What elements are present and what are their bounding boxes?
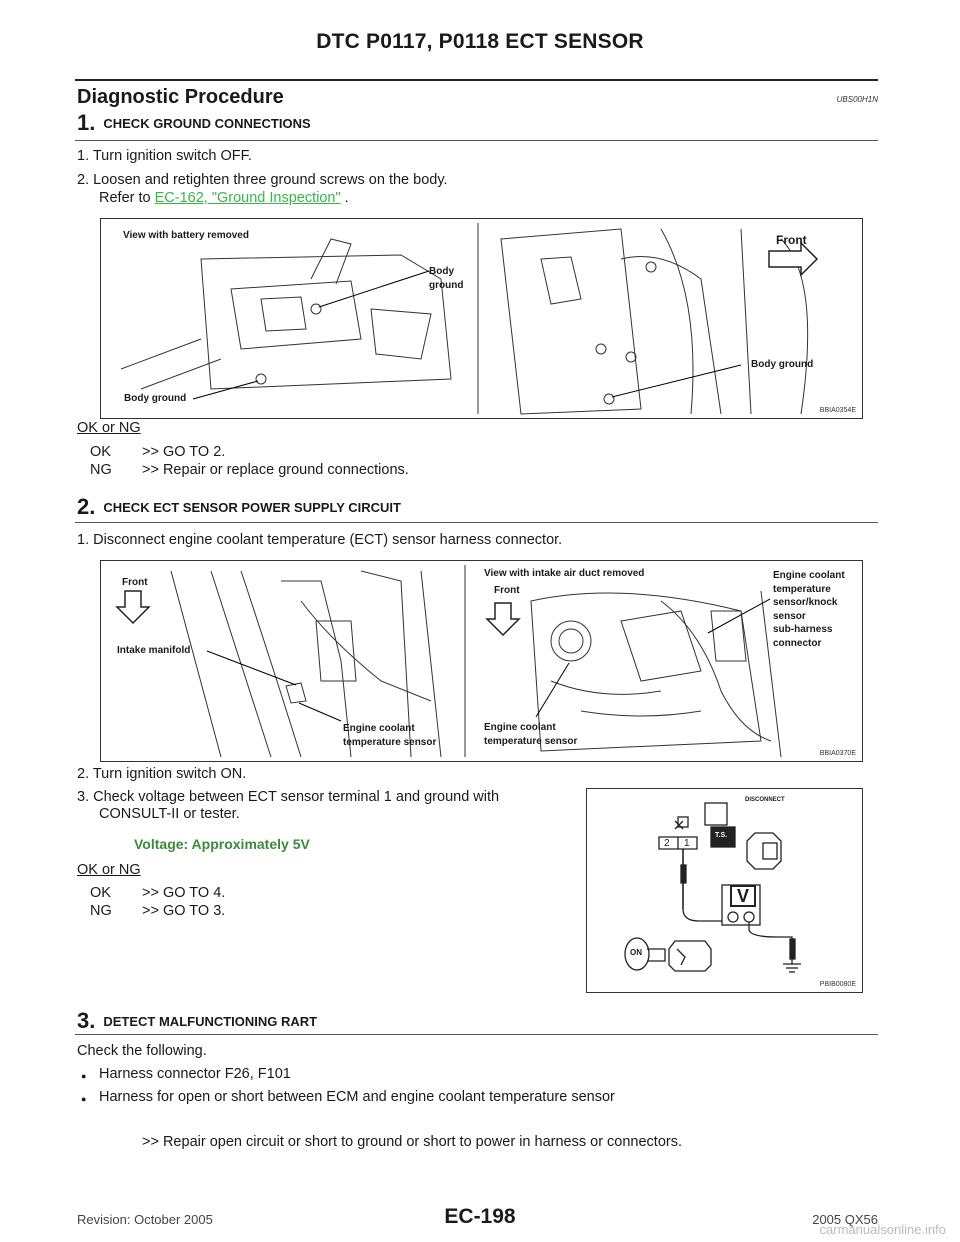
step-1-ok-key: OK (90, 444, 111, 460)
label-front-2: Front (122, 577, 148, 588)
step-3-number: 3. (77, 1008, 96, 1033)
step-1-rule (75, 140, 878, 141)
step-2-line-2: 2. Turn ignition switch ON. (77, 766, 247, 782)
label-ect-sensor-left (343, 722, 436, 750)
footer-model: 2005 QX56 (812, 1212, 878, 1227)
label-disconnect: DISCONNECT (745, 797, 785, 803)
label-ect-right-line-2: temperature sensor (484, 736, 578, 747)
step-2-line-3b: CONSULT-II or tester. (99, 806, 240, 822)
step-2-ng-value: >> GO TO 3. (142, 903, 226, 919)
step-2-line-1: 1. Disconnect engine coolant temperature (ECT) sensor harness connector. (77, 532, 563, 548)
label-ignition-on: ON (630, 948, 642, 957)
section-code: UBS00H1N (836, 95, 878, 104)
section-title: Diagnostic Procedure (77, 86, 284, 108)
page-number: EC-198 (444, 1205, 516, 1228)
label-ect-sensor-right (484, 721, 577, 749)
figure-2-code: BBIA0370E (819, 750, 856, 757)
step-3-title: DETECT MALFUNCTIONING RART (103, 1014, 318, 1029)
label-front-1: Front (776, 233, 807, 247)
step-1-ok-value: >> GO TO 2. (142, 444, 226, 460)
label-voltmeter: V (730, 885, 756, 907)
step-2-title: CHECK ECT SENSOR POWER SUPPLY CIRCUIT (103, 500, 401, 515)
step-2-ok-value: >> GO TO 4. (142, 885, 226, 901)
label-ts: T.S. (715, 832, 728, 839)
figure-3-code: PBIB0080E (819, 981, 856, 988)
bullet-icon: ● (81, 1071, 87, 1081)
step-2-okng: OK or NG (77, 862, 141, 878)
footer-revision: Revision: October 2005 (77, 1212, 213, 1227)
step-2-line-3a: 3. Check voltage between ECT sensor terminal 1 and ground with (77, 789, 500, 805)
label-body-ground-2: Body ground (124, 393, 187, 404)
label-front-3: Front (494, 585, 520, 596)
label-pin-2: 2 (664, 838, 670, 849)
step-3-result: >> Repair open circuit or short to ground or short to power in harness or connectors. (142, 1134, 683, 1150)
label-body-ground-3: Body ground (751, 359, 814, 370)
step-1-line-2: 2. Loosen and retighten three ground screws on the body. (77, 172, 448, 188)
voltage-spec: Voltage: Approximately 5V (134, 836, 310, 852)
step-1-refer (99, 190, 349, 206)
ect-location-drawing (101, 561, 862, 761)
label-sub-harness-connector (773, 569, 845, 651)
label-connector-line-3: sensor/knock (773, 597, 838, 609)
ground-figure (100, 218, 863, 419)
refer-suffix: . (344, 190, 349, 206)
label-body-ground-1: Body ground (429, 266, 464, 291)
step-2-number: 2. (77, 494, 96, 519)
voltage-check-figure (586, 788, 863, 993)
label-view-intake: View with intake air duct removed (484, 568, 645, 579)
label-connector-line-6: connector (773, 637, 822, 649)
refer-prefix: Refer to (99, 190, 151, 206)
ground-figure-drawing (101, 219, 862, 418)
label-connector-line-2: temperature (773, 583, 831, 595)
step-1-ng-value: >> Repair or replace ground connections. (142, 462, 409, 478)
footer-watermark: carmanualsonline.info (819, 1222, 946, 1237)
page-header-title: DTC P0117, P0118 ECT SENSOR (316, 30, 644, 53)
ect-location-figure (100, 560, 863, 762)
step-1-title: CHECK GROUND CONNECTIONS (103, 116, 311, 131)
step-3-heading (77, 1008, 317, 1034)
step-2-heading (77, 494, 401, 520)
step-2-ok-key: OK (90, 885, 111, 901)
step-2-rule (75, 522, 878, 523)
step-3-bullet-1: Harness connector F26, F101 (99, 1066, 291, 1082)
step-1-line-1: 1. Turn ignition switch OFF. (77, 148, 252, 164)
label-connector-line-4: sensor (773, 610, 806, 622)
step-1-number: 1. (77, 110, 96, 135)
step-1-heading (77, 110, 311, 136)
step-1-ng-key: NG (90, 462, 112, 478)
ground-inspection-link[interactable]: EC-162, "Ground Inspection" (154, 190, 341, 206)
step-3-line-1: Check the following. (77, 1043, 207, 1059)
label-ect-right-line-1: Engine coolant (484, 722, 556, 733)
label-pin-1: 1 (684, 838, 690, 849)
step-2-ng-key: NG (90, 903, 112, 919)
step-3-bullet-2: Harness for open or short between ECM and engine coolant temperature sensor (99, 1089, 615, 1105)
label-intake-manifold: Intake manifold (117, 645, 191, 656)
step-1-okng: OK or NG (77, 420, 141, 436)
bullet-icon: ● (81, 1094, 87, 1104)
step-3-rule (75, 1034, 878, 1035)
label-ect-left-line-1: Engine coolant (343, 723, 415, 734)
figure-1-code: BBIA0354E (819, 407, 856, 414)
label-view-battery: View with battery removed (123, 230, 249, 241)
voltage-check-drawing (587, 789, 862, 992)
label-connector-line-5: sub-harness (773, 624, 833, 636)
label-ect-left-line-2: temperature sensor (343, 737, 437, 748)
label-connector-line-1: Engine coolant (773, 570, 845, 581)
header-rule (75, 79, 878, 81)
